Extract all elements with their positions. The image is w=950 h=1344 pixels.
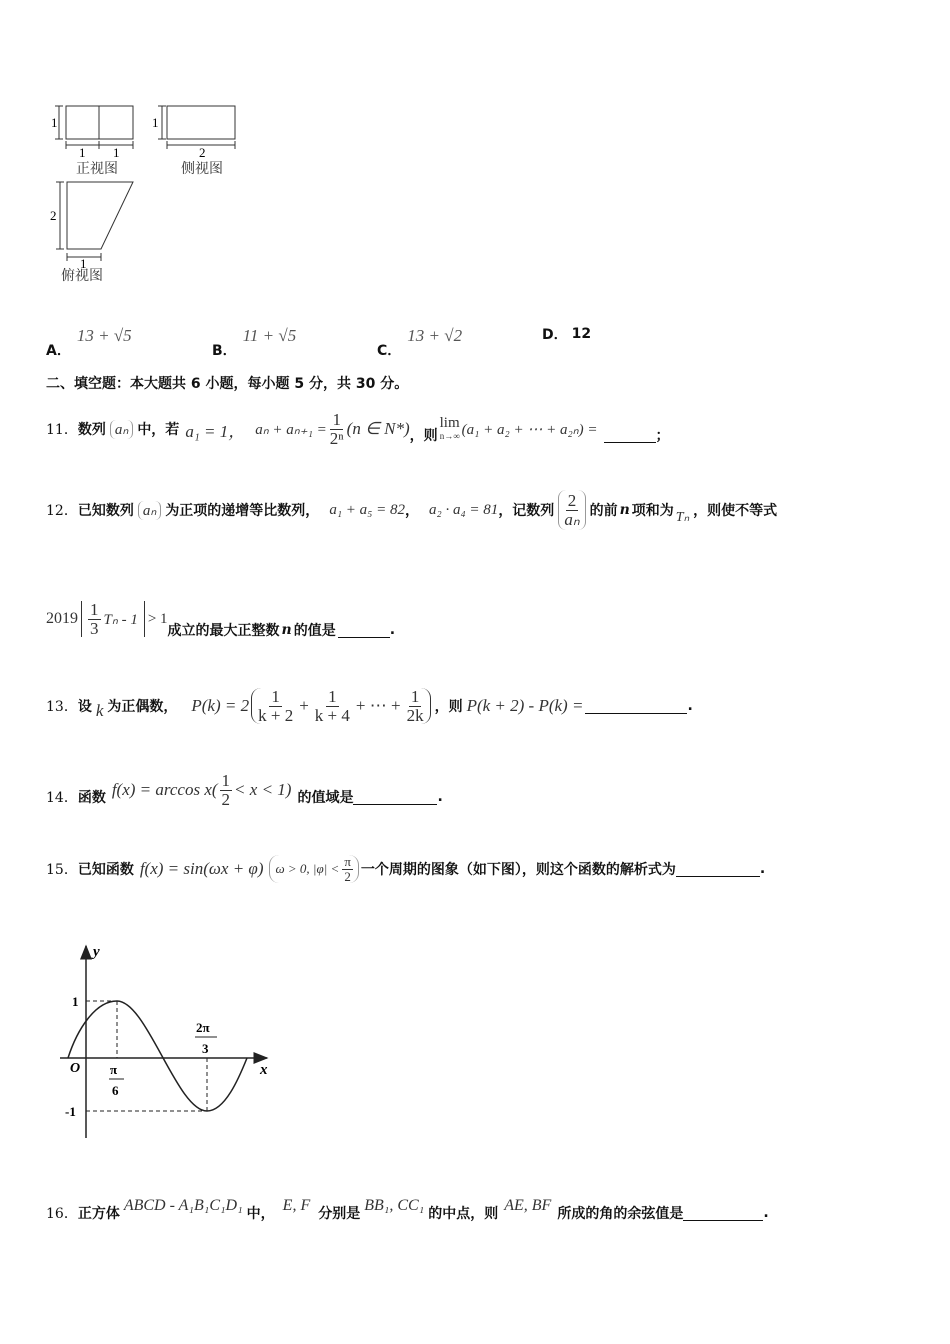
top-view-label: 俯视图: [61, 268, 103, 284]
q11-lim-expr: (a₁ + a₂ + ⋯ + a₂ₙ) =: [461, 421, 598, 438]
x-tick-pi6-den: 6: [112, 1083, 119, 1098]
q15-cond-den: 2: [344, 868, 351, 884]
q12-text-7: 成立的最大正整数: [167, 623, 280, 639]
q14-answer-blank[interactable]: [353, 790, 437, 805]
q11-answer-blank[interactable]: [604, 428, 656, 443]
q15-cond-group: [269, 855, 358, 883]
q15-f: f(x) = sin(ωx + φ): [139, 859, 264, 878]
q12-text-1: 已知数列: [77, 503, 134, 519]
y-axis-label: y: [93, 944, 100, 960]
q12-cond-1: a₁ + a₅ = 82: [329, 501, 405, 518]
option-c-label: C．: [377, 343, 402, 359]
q12-cond-2: a₂ · a₄ = 81: [429, 501, 499, 518]
q15-number: 15．: [46, 862, 78, 878]
option-b-value: 11 + √5: [242, 326, 297, 345]
side-dim-height: 1: [152, 115, 159, 130]
q15-answer-blank[interactable]: [676, 862, 760, 877]
option-d-label: D．: [542, 327, 568, 343]
q15-text-2: 一个周期的图象（如下图），则这个函数的解析式为: [360, 862, 676, 878]
option-c[interactable]: [377, 312, 462, 360]
q16-mids: BB₁, CC₁: [364, 1197, 425, 1214]
q16-cube: ABCD - A₁B₁C₁D₁: [123, 1197, 243, 1214]
sine-graph: [55, 938, 280, 1143]
q15-cond: ω > 0, |φ| <: [275, 861, 340, 876]
option-a[interactable]: [46, 312, 132, 360]
question-14: [46, 766, 443, 814]
q12-tail: .: [389, 622, 396, 638]
option-b-label: B．: [212, 343, 237, 359]
q12-ineq-frac-num: 1: [90, 599, 99, 619]
q12-ineq-fraction: [88, 601, 101, 638]
section-header: 二、填空题：本大题共 6 小题，每小题 5 分，共 30 分。: [46, 376, 409, 392]
question-11: [46, 404, 670, 454]
q13-frac-3: [407, 688, 424, 725]
q11-frac-den: 2ⁿ: [329, 428, 344, 448]
front-view: [55, 106, 133, 149]
q11-limit: [440, 416, 460, 441]
question-12-line-2: [46, 594, 395, 644]
q12-ineq-frac-den: 3: [90, 618, 99, 638]
q13-lhs: P(k) = 2: [191, 696, 250, 715]
q14-text-1: 函数: [77, 790, 106, 806]
q11-text-1: 数列: [77, 422, 106, 438]
q11-text-2: 中，若: [137, 422, 180, 438]
q12-seq-fraction: [558, 490, 585, 531]
q11-seq: aₙ: [110, 420, 133, 439]
front-dim-right: 1: [113, 145, 120, 160]
q12-ineq-left: 2019: [46, 610, 78, 627]
q14-frac-num: 1: [221, 770, 231, 790]
q12-text-5: 项和为: [631, 503, 674, 519]
q13-expr: P(k + 2) - P(k) =: [466, 696, 584, 715]
q12-text-4: 的前: [589, 503, 618, 519]
q12-frac-den: aₙ: [564, 509, 580, 529]
option-a-label: A．: [46, 343, 71, 359]
q12-n2: n: [281, 622, 292, 638]
q11-cond-2-right: (n ∈ N*): [346, 419, 410, 438]
q16-ef: E, F: [282, 1197, 311, 1214]
q13-text-3: ，则: [434, 699, 463, 715]
q11-tail: ；: [655, 428, 670, 444]
side-dim-width: 2: [199, 145, 206, 160]
q12-answer-blank[interactable]: [338, 623, 390, 638]
q13-tail: .: [687, 698, 693, 714]
q11-frac-num: 1: [332, 409, 341, 429]
q13-k: k: [95, 701, 104, 720]
q14-fraction: [220, 772, 233, 809]
q15-cond-fraction: [342, 855, 353, 883]
x-tick-pi6-num: π: [110, 1062, 118, 1077]
q12-text-8: 的值是: [293, 623, 336, 639]
q14-text-2: 的值域是: [297, 790, 354, 806]
q15-cond-num: π: [344, 853, 351, 869]
q13-f1-den: k + 2: [258, 705, 294, 725]
option-b[interactable]: [212, 312, 296, 360]
q12-ineq-mid: Tₙ - 1: [103, 611, 138, 628]
q14-number: 14．: [46, 790, 78, 806]
q16-answer-blank[interactable]: [683, 1206, 763, 1221]
option-a-value: 13 + √5: [76, 326, 132, 345]
q11-lim-sub: n→∞: [439, 431, 460, 442]
question-15: [46, 846, 765, 892]
q16-text-4: 的中点，则: [428, 1206, 499, 1222]
q12-sep: ，: [405, 503, 419, 519]
q15-tail: .: [759, 861, 766, 877]
sine-curve: [68, 1001, 247, 1111]
three-view-figure: [45, 98, 260, 288]
option-c-value: 13 + √2: [407, 326, 463, 345]
q13-f2-num: 1: [328, 686, 337, 706]
q13-text-2: 为正偶数，: [107, 699, 178, 715]
top-view: [56, 182, 133, 261]
front-dim-left: 1: [79, 145, 86, 160]
q12-ineq-abs: [81, 601, 145, 638]
q16-text-3: 分别是: [318, 1206, 361, 1222]
q13-f1-num: 1: [271, 686, 280, 706]
question-13: [46, 678, 693, 734]
q14-f2: < x < 1): [234, 780, 292, 799]
origin-label: O: [70, 1061, 81, 1076]
question-16: [46, 1186, 769, 1226]
q13-paren-group: [251, 688, 430, 725]
option-d-value: 12: [571, 326, 592, 342]
x-tick-2pi3-num: 2π: [196, 1020, 210, 1035]
q12-n: n: [619, 502, 630, 518]
q13-frac-1: [258, 688, 293, 725]
q16-tail: .: [763, 1205, 769, 1221]
q16-text-2: 中，: [246, 1206, 275, 1222]
q13-plus: +: [299, 696, 309, 715]
q16-text-5: 所成的角的余弦值是: [557, 1206, 684, 1222]
x-tick-2pi3-den: 3: [202, 1041, 209, 1056]
q15-text-1: 已知函数: [77, 862, 134, 878]
q16-lines: AE, BF: [504, 1197, 552, 1214]
q13-frac-2: [315, 688, 350, 725]
q14-f: f(x) = arccos x(: [111, 780, 218, 799]
q12-number: 12．: [46, 503, 78, 519]
q12-seq: aₙ: [138, 501, 161, 520]
y-tick-neg1: -1: [65, 1104, 76, 1119]
side-view-label: 侧视图: [181, 161, 223, 177]
side-view: [158, 106, 235, 149]
question-12: [46, 480, 777, 540]
q12-text-2: 为正项的递增等比数列，: [165, 503, 320, 519]
q13-f3-den: 2k: [406, 705, 424, 725]
q12-frac-num: 2: [567, 490, 577, 510]
q13-answer-blank[interactable]: [585, 699, 687, 714]
option-d[interactable]: [542, 324, 591, 344]
y-tick-1: 1: [72, 994, 79, 1009]
front-dim-height: 1: [51, 115, 58, 130]
top-dim-height: 2: [50, 208, 57, 223]
x-axis-label: x: [260, 1062, 268, 1078]
q16-text-1: 正方体: [77, 1206, 120, 1222]
q13-number: 13．: [46, 699, 78, 715]
q12-text-6: ，则使不等式: [693, 503, 778, 519]
q11-cond-1: a₁ = 1，: [185, 421, 246, 441]
top-dim-width: 1: [80, 256, 87, 271]
q11-number: 11．: [46, 422, 78, 438]
q11-cond-2-left: aₙ + aₙ₊₁ =: [255, 421, 327, 438]
q13-text-1: 设: [77, 699, 92, 715]
q12-text-3: ，记数列: [498, 503, 555, 519]
q16-number: 16．: [46, 1206, 78, 1222]
q14-frac-den: 2: [221, 789, 231, 809]
q13-dots: + ⋯ +: [355, 696, 401, 715]
q11-lim: lim: [439, 415, 460, 432]
front-view-label: 正视图: [76, 161, 118, 177]
q13-f3-num: 1: [410, 686, 420, 706]
q12-ineq-right: > 1: [147, 610, 168, 627]
q11-text-3: ，则: [409, 428, 438, 444]
q13-f2-den: k + 4: [314, 705, 350, 725]
q14-tail: .: [437, 789, 443, 805]
q11-fraction: [330, 411, 344, 448]
q12-T: Tₙ: [675, 509, 690, 525]
